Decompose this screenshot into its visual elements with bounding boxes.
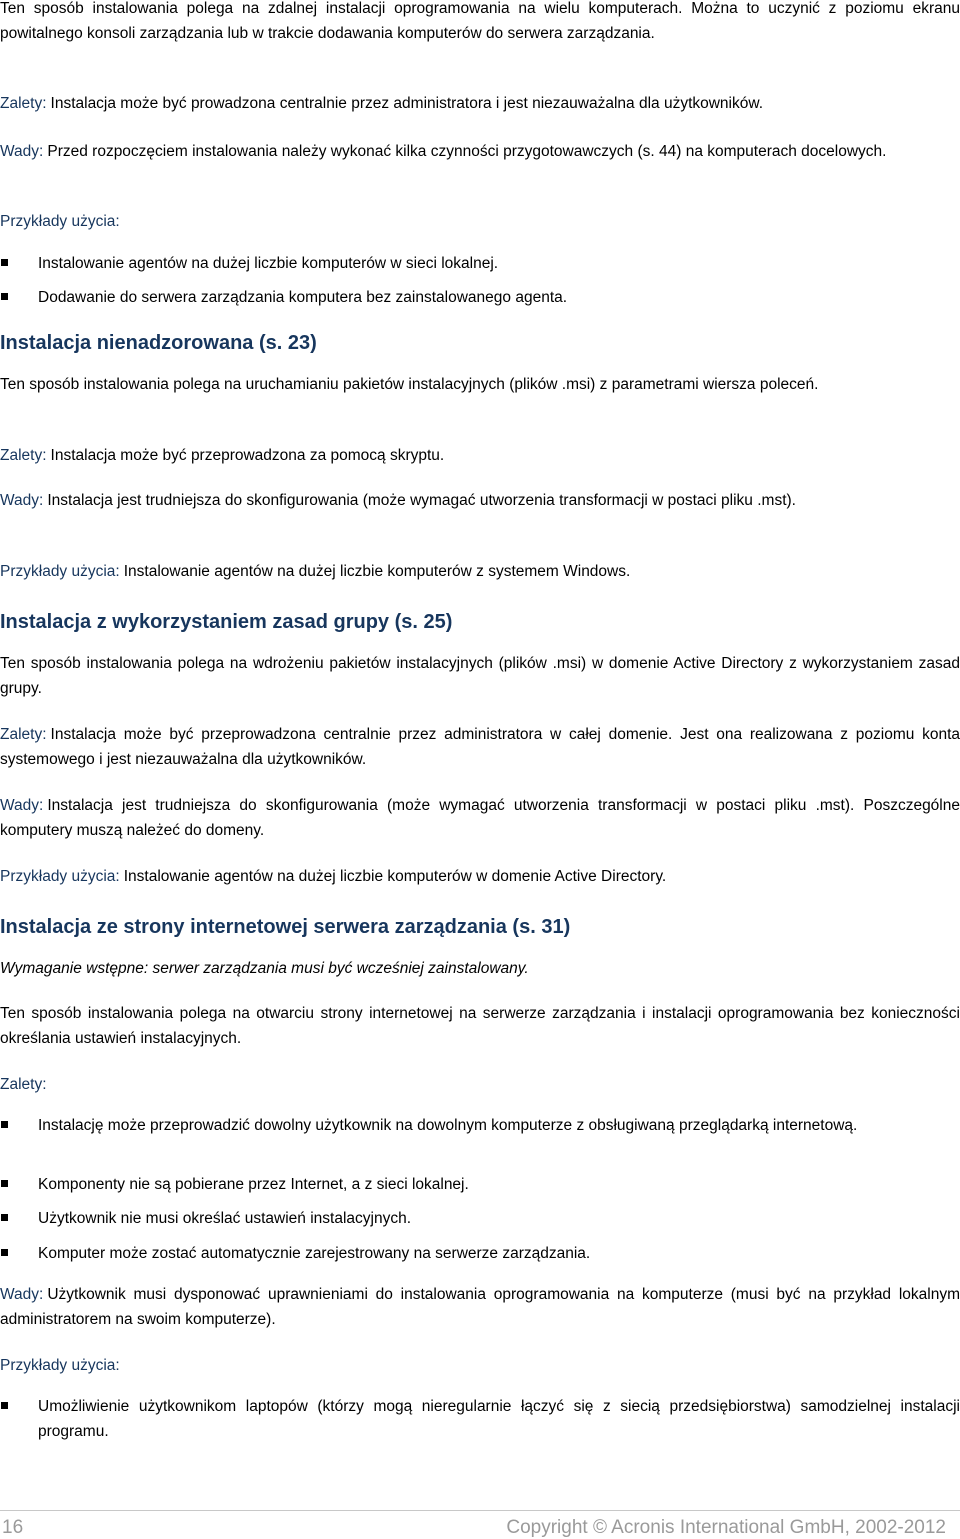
web-prerequisite: Wymaganie wstępne: serwer zarządzania musi być wcześniej zainstalowany. (0, 960, 529, 977)
group-policy-description: Ten sposób instalowania polega na wdrożeniu pakietów instalacyjnych (plików .msi) w domenie Active Directory z wykorzystaniem zasad grupy. (0, 655, 960, 697)
section-heading: Instalacja nienadzorowana (s. 23) (0, 332, 317, 354)
web-examples-list (0, 1394, 960, 1444)
bullet-square-icon (1, 1214, 8, 1221)
page-footer (0, 1510, 960, 1539)
list-item: Użytkownik nie musi określać ustawień instalacyjnych. (0, 1206, 960, 1241)
pros-text: Instalacja może być prowadzona centralnie przez administratora i jest niezauważalna dla użytkowników. (50, 95, 764, 112)
unattended-description: Ten sposób instalowania polega na uruchamianiu pakietów instalacyjnych (plików .msi) z parametrami wiersza poleceń. (0, 376, 819, 393)
bullet-square-icon (1, 1180, 8, 1187)
cons-label: Wady: (0, 1286, 44, 1303)
unattended-examples (0, 559, 960, 584)
unattended-pros (0, 443, 960, 468)
examples-label: Przykłady użycia: (0, 563, 120, 580)
pros-label: Zalety: (0, 1076, 47, 1093)
web-pros-label (0, 1072, 960, 1097)
web-description: Ten sposób instalowania polega na otwarciu strony internetowej na serwerze zarządzania i instalacji oprogramowania bez konieczności określania ustawień instalacyjnych. (0, 1005, 960, 1047)
section-heading: Instalacja z wykorzystaniem zasad grupy (s. 25) (0, 611, 453, 633)
page-number: 16 (2, 1517, 24, 1538)
examples-label: Przykłady użycia: (0, 1357, 120, 1374)
cons-text: Użytkownik musi dysponować uprawnieniami do instalowania oprogramowania na komputerze (musi być na przykład lokalnym administratorem na swoim komputerze). (0, 1286, 960, 1328)
cons-text: Instalacja jest trudniejsza do skonfigurowania (może wymagać utworzenia transformacji w postaci pliku .mst). (47, 492, 796, 509)
section-heading: Instalacja ze strony internetowej serwera zarządzania (s. 31) (0, 916, 571, 938)
group-policy-pros (0, 722, 960, 772)
remote-install-examples-label (0, 209, 960, 234)
copyright-notice: Copyright © Acronis International GmbH, 2002-2012 (506, 1517, 946, 1538)
bullet-square-icon (1, 1249, 8, 1256)
cons-text: Instalacja jest trudniejsza do skonfigurowania (może wymagać utworzenia transformacji w postaci pliku .mst). Poszczególne komputery muszą należeć do domeny. (0, 797, 960, 839)
group-policy-cons (0, 793, 960, 843)
pros-text: Instalacja może być przeprowadzona za pomocą skryptu. (50, 447, 445, 464)
cons-label: Wady: (0, 797, 44, 814)
cons-text: Przed rozpoczęciem instalowania należy wykonać kilka czynności przygotowawczych (s. 44) na komputerach docelowych. (47, 143, 887, 160)
web-cons (0, 1282, 960, 1332)
examples-label: Przykłady użycia: (0, 868, 120, 885)
cons-label: Wady: (0, 143, 44, 160)
remote-install-examples-list (0, 251, 960, 310)
cons-label: Wady: (0, 492, 44, 509)
examples-label: Przykłady użycia: (0, 213, 120, 230)
bullet-square-icon (1, 1121, 8, 1128)
examples-text: Instalowanie agentów na dużej liczbie komputerów w domenie Active Directory. (123, 868, 667, 885)
bullet-square-icon (1, 293, 8, 300)
remote-install-pros (0, 91, 960, 116)
list-item: Dodawanie do serwera zarządzania komputera bez zainstalowanego agenta. (0, 285, 960, 310)
pros-text: Instalacja może być przeprowadzona centralnie przez administratora w całej domenie. Jest ona realizowana z poziomu konta systemowego i jest niezauważalna dla użytkowników. (0, 726, 960, 768)
remote-install-cons (0, 139, 960, 164)
list-item: Instalację może przeprowadzić dowolny użytkownik na dowolnym komputerze z obsługiwaną przeglądarką internetową. (0, 1113, 960, 1172)
list-item: Komponenty nie są pobierane przez Internet, a z sieci lokalnej. (0, 1172, 960, 1206)
pros-label: Zalety: (0, 95, 47, 112)
list-item: Umożliwienie użytkownikom laptopów (którzy mogą nieregularnie łączyć się z siecią przedsiębiorstwa) samodzielnej instalacji programu. (0, 1394, 960, 1444)
pros-label: Zalety: (0, 447, 47, 464)
unattended-cons (0, 488, 960, 513)
web-examples-label (0, 1353, 960, 1378)
remote-install-description: Ten sposób instalowania polega na zdalnej instalacji oprogramowania na wielu komputerach. Można to uczynić z poziomu ekranu powitalnego konsoli zarządzania lub w trakcie dodawania komputerów do serwera zarządzania. (0, 0, 960, 42)
bullet-square-icon (1, 259, 8, 266)
examples-text: Instalowanie agentów na dużej liczbie komputerów z systemem Windows. (123, 563, 631, 580)
list-item: Komputer może zostać automatycznie zarejestrowany na serwerze zarządzania. (0, 1241, 960, 1266)
group-policy-examples (0, 864, 960, 889)
pros-label: Zalety: (0, 726, 47, 743)
web-pros-list (0, 1113, 960, 1266)
list-item: Instalowanie agentów na dużej liczbie komputerów w sieci lokalnej. (0, 251, 960, 285)
bullet-square-icon (1, 1402, 8, 1409)
